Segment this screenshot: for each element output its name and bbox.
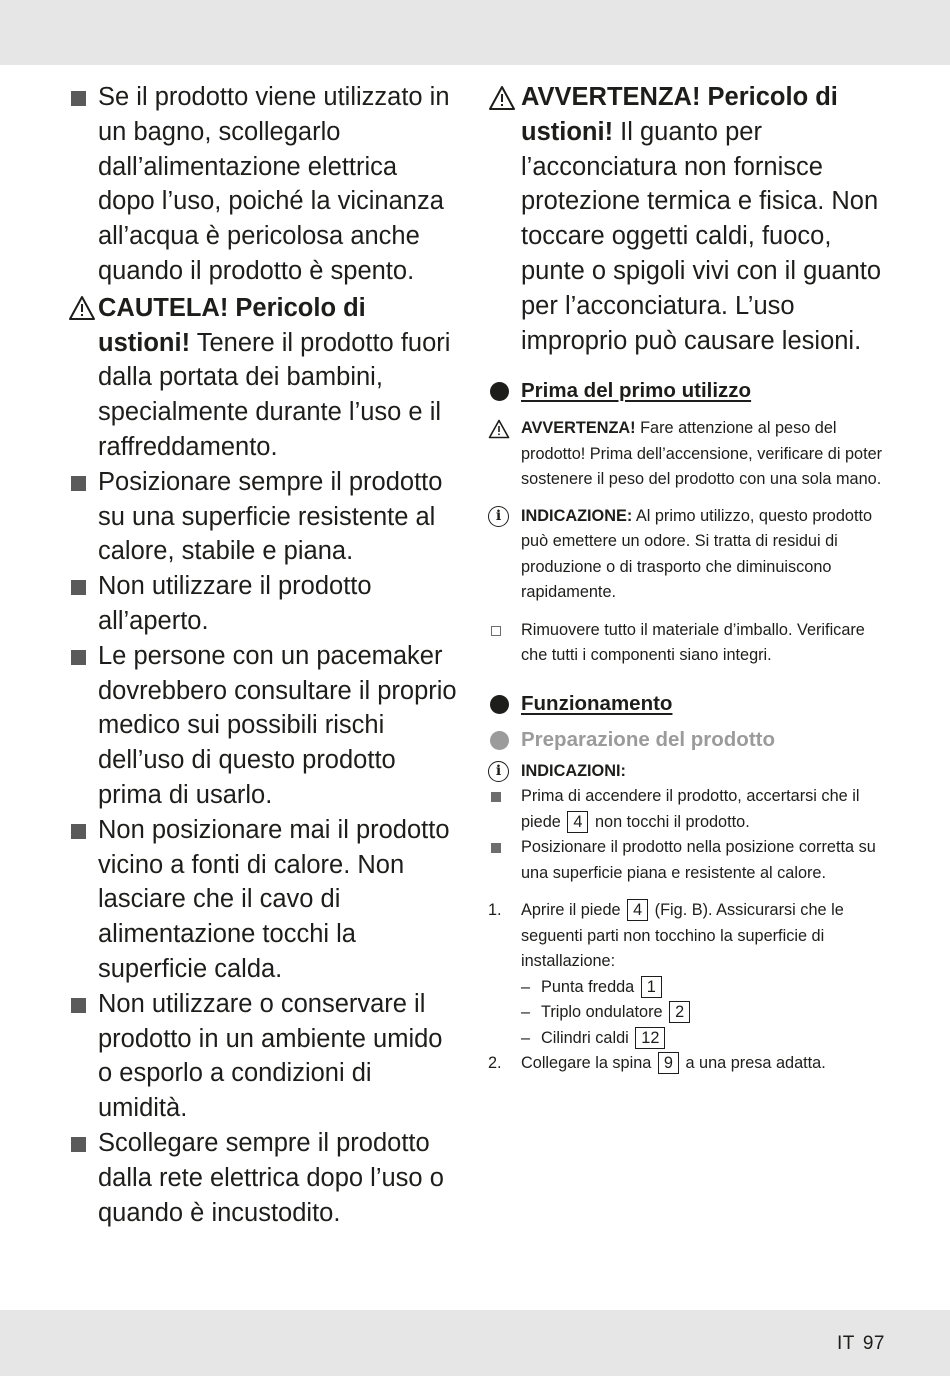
right-column <box>488 80 888 1077</box>
burn-warning: AVVERTENZA! Pericolo di ustioni! Il guanto per l’acconciatura non fornisce protezione termica e fisica. Non toccare oggetti caldi, fuoco, punte o spigoli vivi con il guanto per l’acconciatura. L’uso improprio può causare lesioni. <box>488 80 888 358</box>
sub-list-item: – Cilindri caldi 12 <box>521 1026 888 1052</box>
left-column <box>68 80 460 1230</box>
info-notes-label: i INDICAZIONI: <box>488 759 888 785</box>
page-footer <box>829 1333 885 1355</box>
bullet-dot-icon <box>490 731 509 750</box>
checklist-step: Rimuovere tutto il materiale d’imballo. Verificare che tutti i componenti siano integri. <box>488 618 888 669</box>
part-ref: 9 <box>658 1052 679 1074</box>
weight-warning: AVVERTENZA! Fare attenzione al peso del prodotto! Prima dell’accensione, verificare di poter sostenere il peso del prodotto con una sola mano. <box>488 416 888 493</box>
square-bullet-icon <box>71 650 86 665</box>
list-item: Non utilizzare o conservare il prodotto in un ambiente umido o esporlo a condizioni di umidità. <box>68 987 460 1126</box>
dash-marker: – <box>521 1003 531 1022</box>
bullet-dot-icon <box>490 382 509 401</box>
subsection-heading: Preparazione del prodotto <box>488 727 888 753</box>
info-icon: i <box>488 761 509 782</box>
square-bullet-icon <box>491 843 501 853</box>
list-item: Posizionare sempre il prodotto su una superficie resistente al calore, stabile e piana. <box>68 465 460 569</box>
dash-marker: – <box>521 977 531 996</box>
list-item: Scollegare sempre il prodotto dalla rete elettrica dopo l’uso o quando è incustodito. <box>68 1126 460 1230</box>
checkbox-icon <box>491 626 501 636</box>
info-icon: i <box>488 506 509 527</box>
list-item: Non utilizzare il prodotto all’aperto. <box>68 569 460 639</box>
square-bullet-icon <box>491 792 501 802</box>
footer-bar <box>0 1310 950 1376</box>
section-heading: Funzionamento <box>488 691 888 717</box>
page-number: 97 <box>862 1333 885 1354</box>
section-heading: Prima del primo utilizzo <box>488 378 888 404</box>
square-bullet-icon <box>71 580 86 595</box>
numbered-step: 2. Collegare la spina 9 a una presa adatta. <box>488 1054 826 1073</box>
part-ref: 4 <box>627 899 648 921</box>
square-bullet-icon <box>71 476 86 491</box>
warning-triangle-icon <box>488 419 510 439</box>
square-bullet-icon <box>71 824 86 839</box>
caution-item: CAUTELA! Pericolo di ustioni! Tenere il prodotto fuori dalla portata dei bambini, specialmente durante l’uso e il raffreddamento. <box>68 291 460 465</box>
numbered-step: 1. Aprire il piede 4 (Fig. B). Assicurarsi che le seguenti parti non tocchino la superficie di installazione: – Punta fredda 1 – Triplo ondulatore 2 – Cilindri caldi 12 <box>488 898 888 1051</box>
sub-list-item: – Triplo ondulatore 2 <box>521 1000 888 1026</box>
list-item: Le persone con un pacemaker dovrebbero consultare il proprio medico sui possibili rischi dell’uso di questo prodotto prima di usarlo. <box>68 639 460 813</box>
square-bullet-icon <box>71 91 86 106</box>
part-ref: 12 <box>635 1027 665 1049</box>
list-item: Prima di accendere il prodotto, accertarsi che il piede 4 non tocchi il prodotto. <box>488 784 888 835</box>
list-item: Non posizionare mai il prodotto vicino a fonti di calore. Non lasciare che il cavo di alimentazione tocchi la superficie calda. <box>68 813 460 987</box>
bullet-dot-icon <box>490 695 509 714</box>
part-ref: 4 <box>567 811 588 833</box>
dash-marker: – <box>521 1028 531 1047</box>
part-ref: 2 <box>669 1001 690 1023</box>
warning-triangle-icon <box>68 295 96 321</box>
warning-triangle-icon <box>488 85 516 111</box>
square-bullet-icon <box>71 1137 86 1152</box>
list-item: Se il prodotto viene utilizzato in un bagno, scollegarlo dall’alimentazione elettrica dopo l’uso, poiché la vicinanza all’acqua è pericolosa anche quando il prodotto è spento. <box>68 80 460 289</box>
list-item: Posizionare il prodotto nella posizione corretta su una superficie piana e resistente al calore. <box>488 835 888 886</box>
header-bar <box>0 0 950 65</box>
info-note: i INDICAZIONE: Al primo utilizzo, questo prodotto può emettere un odore. Si tratta di residui di produzione o di trasporto che diminuiscono rapidamente. <box>488 504 888 606</box>
square-bullet-icon <box>71 998 86 1013</box>
part-ref: 1 <box>641 976 662 998</box>
language-code: IT <box>836 1333 855 1354</box>
sub-list-item: – Punta fredda 1 <box>521 975 888 1001</box>
